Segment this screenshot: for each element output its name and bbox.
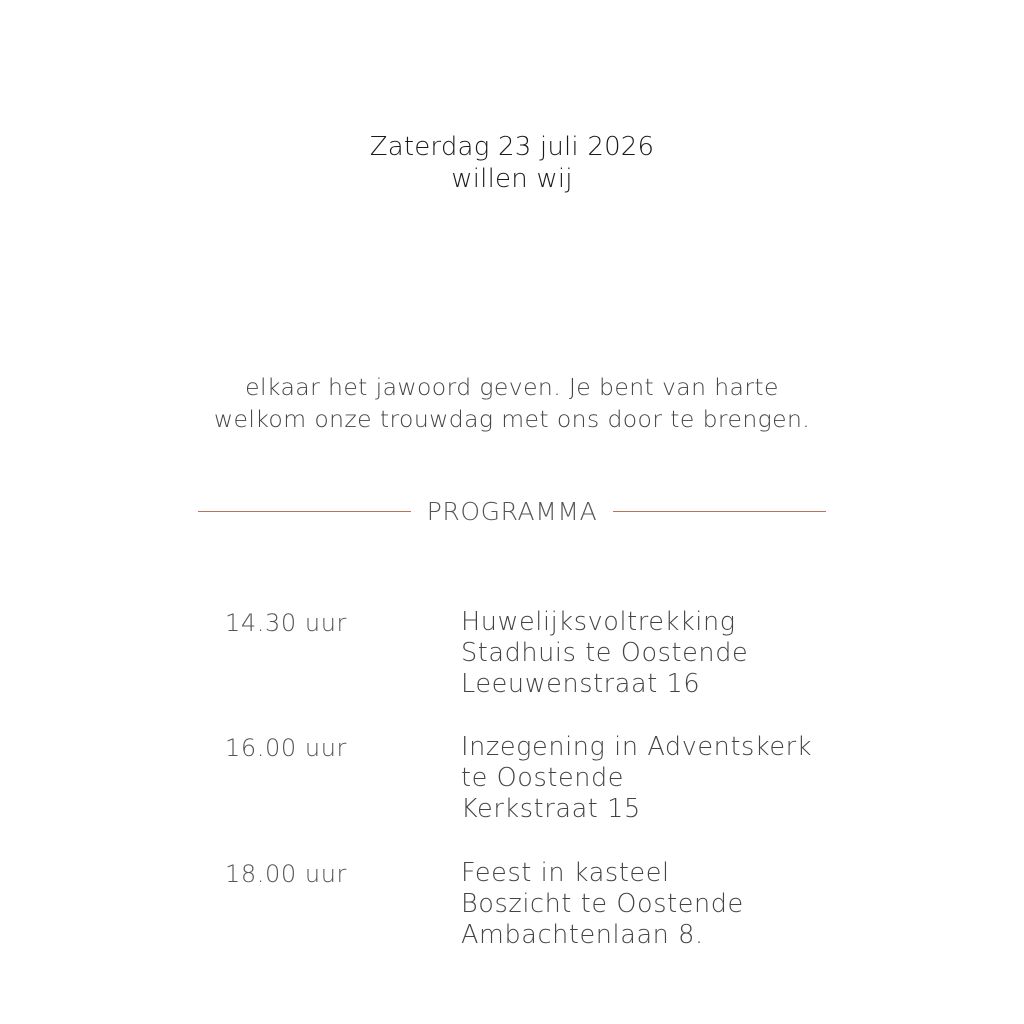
event-detail-line: Stadhuis te Oostende xyxy=(461,638,749,668)
program-title: PROGRAMMA xyxy=(426,496,598,526)
program-event xyxy=(0,732,1024,832)
event-detail-line: Kerkstraat 15 xyxy=(461,794,641,824)
divider-left xyxy=(198,511,411,512)
divider-right xyxy=(613,511,826,512)
event-time: 18.00 uur xyxy=(224,860,348,888)
event-detail-line: Leeuwenstraat 16 xyxy=(461,669,701,699)
event-details xyxy=(461,732,812,825)
program-header xyxy=(198,494,826,528)
program-event xyxy=(0,858,1024,958)
event-details xyxy=(461,607,748,700)
event-detail-line: Feest in kasteel xyxy=(461,858,670,888)
event-detail-line: Boszicht te Oostende xyxy=(461,889,744,919)
message-line: elkaar het jawoord geven. Je bent van harte xyxy=(245,373,779,401)
event-details xyxy=(461,858,744,951)
event-detail-line: Inzegening in Adventskerk xyxy=(461,732,813,762)
event-time: 16.00 uur xyxy=(224,734,348,762)
event-detail-line: Ambachtenlaan 8. xyxy=(461,920,704,950)
welcome-message xyxy=(0,371,1024,435)
date-line: Zaterdag 23 juli 2026 xyxy=(369,132,655,162)
event-detail-line: te Oostende xyxy=(461,763,625,793)
event-time: 14.30 uur xyxy=(224,609,348,637)
intro-block xyxy=(0,131,1024,195)
event-detail-line: Huwelijksvoltrekking xyxy=(461,607,736,637)
program-event xyxy=(0,607,1024,707)
intro-subline: willen wij xyxy=(451,164,573,194)
message-line: welkom onze trouwdag met ons door te brengen. xyxy=(213,405,811,433)
